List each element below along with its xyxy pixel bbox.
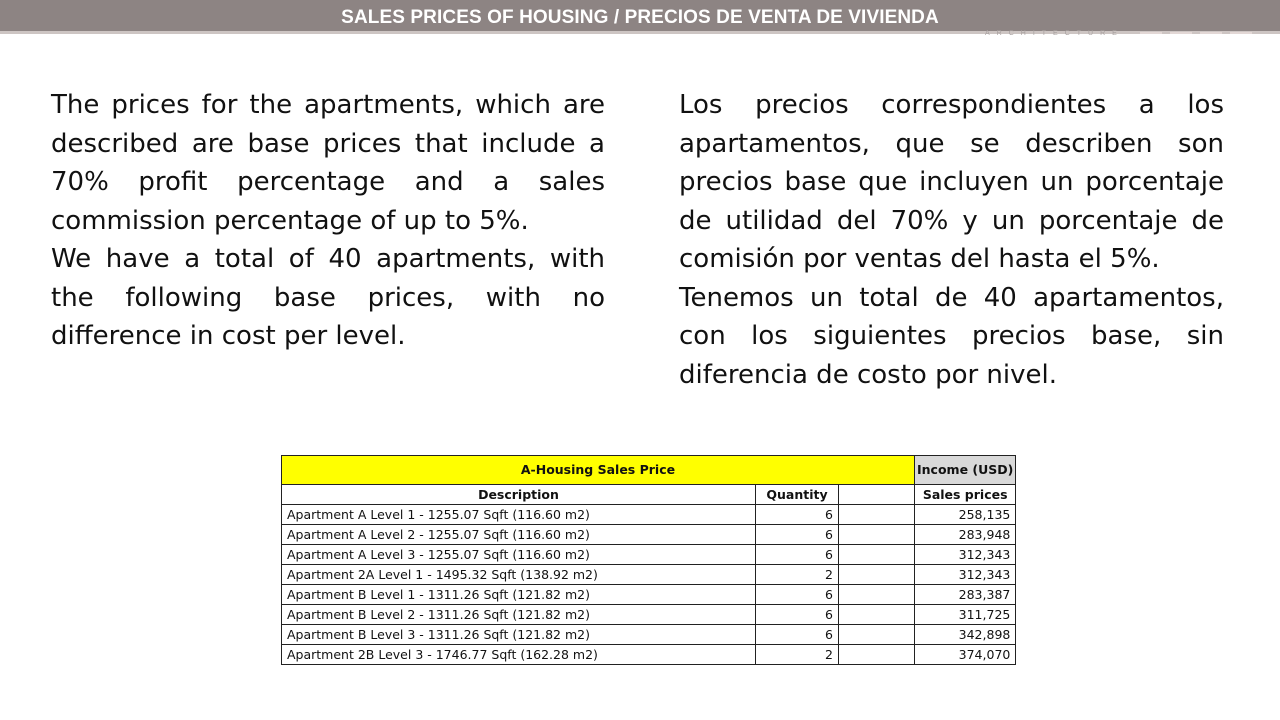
table-row xyxy=(282,565,1016,585)
table-row xyxy=(282,585,1016,605)
cell-quantity: 6 xyxy=(756,605,839,625)
table-row xyxy=(282,545,1016,565)
spanish-paragraph-1: Los precios correspondientes a los apartamentos, que se describen son precios base que incluyen un porcentaje de utilidad del 70% y un porcentaje de comisión por ventas del hasta el 5%. xyxy=(679,90,1224,274)
column-header-description: Description xyxy=(282,485,756,505)
cell-description: Apartment 2A Level 1 - 1495.32 Sqft (138.92 m2) xyxy=(282,565,756,585)
cell-sales-price: 342,898 xyxy=(915,625,1016,645)
spanish-paragraph xyxy=(679,86,1224,394)
cell-quantity: 2 xyxy=(756,565,839,585)
english-paragraph xyxy=(51,86,605,356)
cell-sales-price: 311,725 xyxy=(915,605,1016,625)
cell-blank xyxy=(839,625,915,645)
cell-sales-price: 283,387 xyxy=(915,585,1016,605)
spanish-paragraph-2: Tenemos un total de 40 apartamentos, con los siguientes precios base, sin diferencia de costo por nivel. xyxy=(679,282,1224,390)
cell-quantity: 6 xyxy=(756,545,839,565)
cell-description: Apartment 2B Level 3 - 1746.77 Sqft (162.28 m2) xyxy=(282,645,756,665)
cell-blank xyxy=(839,545,915,565)
table-column-header-row xyxy=(282,485,1016,505)
cell-description: Apartment A Level 3 - 1255.07 Sqft (116.60 m2) xyxy=(282,545,756,565)
cell-blank xyxy=(839,505,915,525)
table-row xyxy=(282,505,1016,525)
cell-quantity: 6 xyxy=(756,525,839,545)
column-header-quantity: Quantity xyxy=(756,485,839,505)
table-row xyxy=(282,645,1016,665)
cell-quantity: 6 xyxy=(756,625,839,645)
table-row xyxy=(282,525,1016,545)
cell-description: Apartment B Level 3 - 1311.26 Sqft (121.82 m2) xyxy=(282,625,756,645)
cell-quantity: 6 xyxy=(756,505,839,525)
cell-description: Apartment B Level 2 - 1311.26 Sqft (121.82 m2) xyxy=(282,605,756,625)
brand-logo-fragment: ARCHITECTURE xyxy=(985,30,1124,37)
cell-blank xyxy=(839,565,915,585)
cell-sales-price: 283,948 xyxy=(915,525,1016,545)
cell-quantity: 6 xyxy=(756,585,839,605)
cell-sales-price: 312,343 xyxy=(915,545,1016,565)
cell-description: Apartment A Level 2 - 1255.07 Sqft (116.60 m2) xyxy=(282,525,756,545)
column-header-blank xyxy=(839,485,915,505)
table-row xyxy=(282,605,1016,625)
cell-sales-price: 258,135 xyxy=(915,505,1016,525)
cell-description: Apartment B Level 1 - 1311.26 Sqft (121.82 m2) xyxy=(282,585,756,605)
sales-price-table xyxy=(281,455,1016,665)
table-title: A-Housing Sales Price xyxy=(282,456,915,485)
brand-logo-strokes xyxy=(1130,26,1280,34)
cell-sales-price: 312,343 xyxy=(915,565,1016,585)
cell-blank xyxy=(839,525,915,545)
english-paragraph-1: The prices for the apartments, which are described are base prices that include a 70% profit percentage and a sales commission percentage of up to 5%. xyxy=(51,90,605,236)
cell-blank xyxy=(839,645,915,665)
english-paragraph-2: We have a total of 40 apartments, with the following base prices, with no difference in cost per level. xyxy=(51,244,605,351)
cell-blank xyxy=(839,585,915,605)
income-header: Income (USD) xyxy=(915,456,1016,485)
page-title: SALES PRICES OF HOUSING / PRECIOS DE VENTA DE VIVIENDA xyxy=(341,7,939,28)
cell-sales-price: 374,070 xyxy=(915,645,1016,665)
cell-quantity: 2 xyxy=(756,645,839,665)
title-bar xyxy=(0,0,1280,34)
column-header-sales-prices: Sales prices xyxy=(915,485,1016,505)
cell-blank xyxy=(839,605,915,625)
table-title-row xyxy=(282,456,1016,485)
cell-description: Apartment A Level 1 - 1255.07 Sqft (116.60 m2) xyxy=(282,505,756,525)
table-row xyxy=(282,625,1016,645)
